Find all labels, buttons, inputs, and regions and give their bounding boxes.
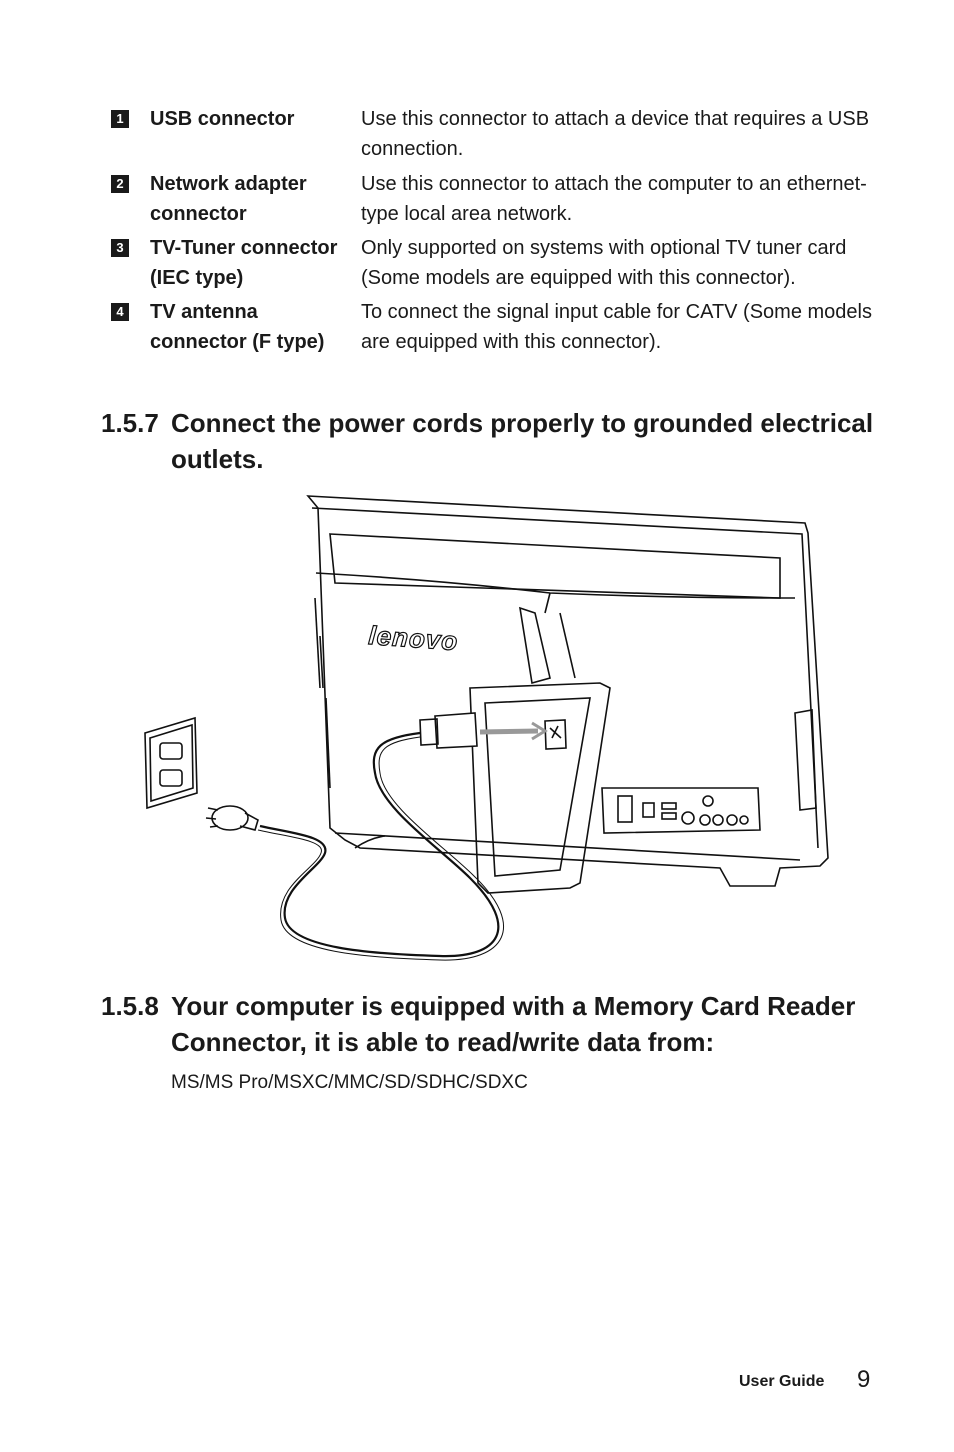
connector-term: TV antenna connector (F type) (150, 301, 325, 353)
callout-number: 3 (111, 239, 129, 257)
connector-term: TV-Tuner connector (IEC type) (150, 237, 338, 289)
connector-description: Use this connector to attach the computer to an ethernet-type local area network. (361, 173, 867, 225)
section-number: 1.5.8 (101, 991, 159, 1021)
card-formats: MS/MS Pro/MSXC/MMC/SD/SDHC/SDXC (171, 1072, 528, 1093)
callout-number: 2 (111, 175, 129, 193)
page-number: 9 (857, 1366, 871, 1393)
connector-description: Use this connector to attach a device that requires a USB connection. (361, 108, 870, 160)
power-cord-illustration (140, 488, 840, 968)
connector-term: USB connector (150, 108, 295, 130)
connector-description: To connect the signal input cable for CATV (Some models are equipped with this connector). (361, 301, 872, 353)
lenovo-logo: lenovo (367, 620, 460, 657)
footer-label: User Guide (739, 1373, 825, 1390)
connector-description: Only supported on systems with optional TV tuner card (Some models are equipped with this connector). (361, 237, 847, 289)
callout-number: 4 (111, 303, 129, 321)
section-number: 1.5.7 (101, 408, 159, 438)
section-title: Your computer is equipped with a Memory Card Reader Connector, it is able to read/write data from: (171, 991, 856, 1057)
section-title: Connect the power cords properly to grounded electrical outlets. (171, 408, 874, 474)
callout-number: 1 (111, 110, 129, 128)
connector-term: Network adapter connector (150, 173, 307, 225)
